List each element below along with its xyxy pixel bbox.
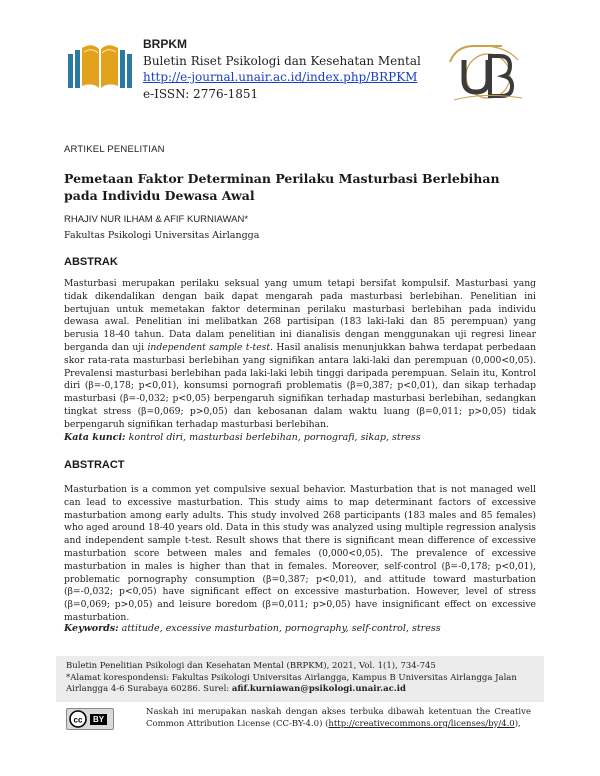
journal-book-logo-icon [68, 40, 132, 92]
university-logo-icon [444, 42, 526, 102]
correspondence-address: *Alamat korespondensi: Fakultas Psikologi Universitas Airlangga, Kampus B Universitas Airlangga Jalan Airlangga 4-6 Surabaya 60286. Surel: [66, 672, 517, 694]
journal-name: Buletin Riset Psikologi dan Kesehatan Mental [143, 53, 421, 68]
abstract-keywords-label: Keywords: [64, 623, 119, 634]
author-affiliation: Fakultas Psikologi Universitas Airlangga [64, 230, 260, 241]
journal-eissn: e-ISSN: 2776-1851 [143, 86, 259, 101]
svg-text:cc: cc [73, 715, 83, 725]
abstrak-heading: ABSTRAK [64, 256, 118, 268]
abstract-paragraph: Masturbation is a common yet compulsive sexual behavior. Masturbation that is not managed well can lead to excessive masturbation. This study aims to map determinant factors of excessive masturbation among early adults. This study involved 268 participants (183 males and 85 females) who aged around 18-40 years old. Data in this study was analyzed using multiple regression analysis and independent sample t-test. Result shows that there is significant mean difference of excessive masturbation score between males and females (0,000<0,05). The prevalence of excessive masturbation in males is higher than that in females. Moreover, self-control (β=-0,178; p<0,01), problematic pornography consumption (β=0,387; p<0,01), and attitude toward masturbation (β=-0,032; p<0,05) have significant effect on excessive masturbation. However, level of stress (β=0,069; p>0,05) and leisure boredom (β=0,011; p>0,05) have insignificant effect on excessive masturbation. [64, 484, 536, 623]
cc-by-license-badge[interactable] [66, 708, 114, 730]
journal-header [143, 36, 421, 102]
abstrak-keywords [64, 432, 421, 443]
abstract-keywords-list: attitude, excessive masturbation, pornography, self-control, stress [121, 623, 441, 634]
correspondence-email[interactable]: afif.kurniawan@psikologi.unair.ac.id [231, 684, 406, 694]
abstrak-text-part-1: Masturbasi merupakan perilaku seksual yang umum tetapi bersifat kompulsif. Masturbasi yang tidak dikendalikan dengan baik dapat mengarah pada masturbasi berlebihan. Penelitian ini bertujuan untuk memetakan faktor determinan perilaku masturbasi berlebihan pada individu dewasa awal. Penelitian ini melibatkan 268 partisipan (183 laki-laki dan 85 perempuan) yang berusia 18-40 tahun. Data dalam penelitian ini dianalisis dengan menggunakan uji regresi linear berganda dan uji [64, 278, 536, 353]
citation-line: Buletin Penelitian Psikologi dan Kesehatan Mental (BRPKM), 2021, Vol. 1(1), 734-745 [66, 661, 436, 671]
creative-commons-icon [69, 710, 87, 728]
correspondence-line [66, 673, 544, 696]
journal-url-link[interactable]: http://e-journal.unair.ac.id/index.php/BRPKM [143, 70, 418, 84]
footer-text [66, 661, 544, 696]
journal-abbreviation: BRPKM [143, 37, 187, 51]
abstrak-text-part-2: . Hasil analisis menunjukkan bahwa terdapat perbedaan skor rata-rata masturbasi berlebihan yang signifikan antara laki-laki dan perempuan (0,000<0,05). Prevalensi masturbasi berlebihan pada laki-laki lebih tinggi daripada perempuan. Selain itu, Kontrol diri (β=-0,178; p<0,01), konsumsi pornografi problematis (β=0,387; p<0,01), dan sikap terhadap masturbasi (β=-0,032; p<0,05) berpengaruh signifikan terhadap masturbasi berlebihan, sedangkan tingkat stress (β=0,069; p>0,05) dan kebosanan dalam waktu luang (β=0,011; p>0,05) tidak berpengaruh signifikan terhadap masturbasi berlebihan. [64, 341, 536, 430]
article-title: Pemetaan Faktor Determinan Perilaku Masturbasi Berlebihan pada Individu Dewasa Awal [64, 171, 500, 203]
abstrak-paragraph [64, 278, 536, 432]
abstrak-keywords-label: Kata kunci: [64, 432, 126, 443]
license-text: Naskah ini merupakan naskah dengan akses terbuka dibawah ketentuan the Creative Common Attribution License (CC-BY-4.0) ( [146, 707, 531, 729]
abstract-heading: ABSTRACT [64, 459, 125, 471]
article-type-label: ARTIKEL PENELITIAN [64, 144, 165, 155]
abstract-keywords [64, 623, 441, 634]
cc-by-text: BY [90, 714, 107, 725]
abstrak-keywords-list: kontrol diri, masturbasi berlebihan, pornografi, sikap, stress [128, 432, 421, 443]
license-tail: ), [514, 718, 521, 729]
article-authors: RHAJIV NUR ILHAM & AFIF KURNIAWAN* [64, 214, 249, 225]
license-url-link[interactable]: http://creativecommons.org/licenses/by/4.0 [328, 718, 515, 729]
license-statement [146, 707, 531, 730]
abstrak-text-italic: independent sample t-test [147, 341, 271, 353]
